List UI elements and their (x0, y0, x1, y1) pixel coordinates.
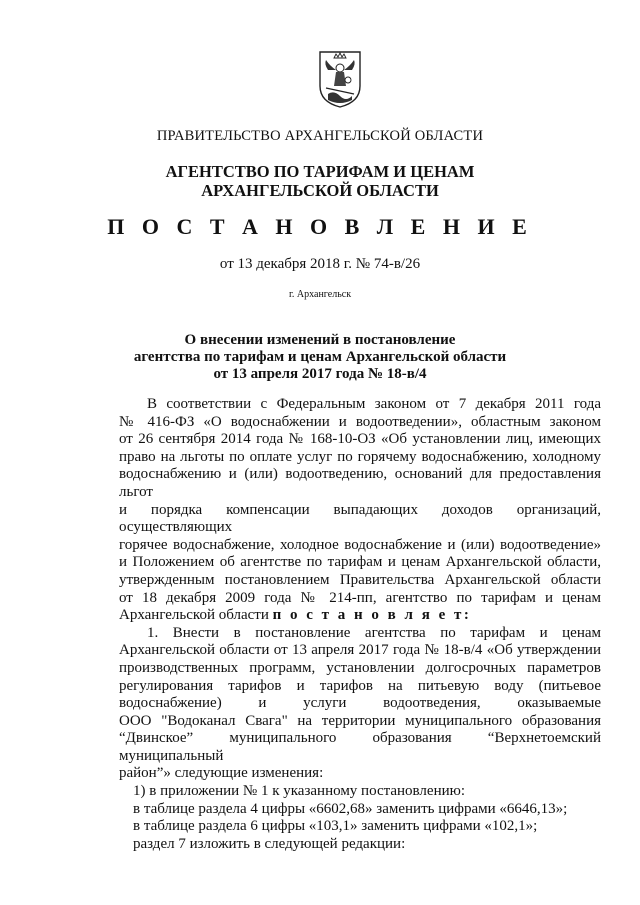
body-line: водоснабжение) и услуги водоотведения, оказываемые (119, 695, 601, 712)
body-text: Архангельской области (119, 607, 269, 624)
body-line: 1. Внести в постановление агентства по тарифам и ценам (147, 624, 601, 641)
body-line: “Двинское” муниципального образования “Верхнетоемский муниципальный (119, 730, 601, 764)
body-line: водоснабжению и (или) водоотведению, оснований для предоставления льгот (119, 466, 601, 500)
list-item: раздел 7 изложить в следующей редакции: (133, 835, 406, 852)
body-line: от 26 сентября 2014 года № 168-10-ОЗ «Об установлении лиц, имеющих (119, 431, 601, 448)
body-line: ООО "Водоканал Свага" на территории муниципального образования (119, 712, 601, 729)
document-subject (0, 332, 640, 383)
body-line: производственных программ, установлении долгосрочных параметров (119, 659, 601, 676)
body-line: и порядка компенсации выпадающих доходов организаций, осуществляющих (119, 501, 601, 536)
subject-line-2: агентства по тарифам и ценам Архангельской области (133, 349, 507, 365)
agency-name-line-2: АРХАНГЕЛЬСКОЙ ОБЛАСТИ (201, 181, 439, 200)
document-date-number: от 13 декабря 2018 г. № 74-в/26 (219, 256, 421, 272)
body-line (119, 607, 601, 625)
body-line: горячее водоснабжение, холодное водоснабжение и (или) водоотведение» (119, 536, 601, 553)
list-item: в таблице раздела 6 цифры «103,1» заменить цифрами «102,1»; (133, 818, 538, 835)
subject-line-1: О внесении изменений в постановление (184, 332, 456, 348)
agency-name-line-1: АГЕНТСТВО ПО ТАРИФАМ И ЦЕНАМ (165, 162, 475, 181)
list-item: в таблице раздела 4 цифры «6602,68» заменить цифрами «6646,13»; (133, 800, 568, 817)
body-line: регулирования тарифов и тарифов на питьевую воду (питьевое (119, 677, 601, 694)
body-line: район”» следующие изменения: (119, 765, 324, 782)
body-line: Архангельской области от 13 апреля 2017 года № 18-в/4 «Об утверждении (119, 642, 601, 659)
subject-line-3: от 13 апреля 2017 года № 18-в/4 (213, 366, 427, 382)
government-name: ПРАВИТЕЛЬСТВО АРХАНГЕЛЬСКОЙ ОБЛАСТИ (156, 128, 484, 144)
body-line: В соответствии с Федеральным законом от 7 декабря 2011 года (147, 396, 601, 412)
agency-name (0, 162, 640, 200)
resolves-verb: п о с т а н о в л я е т: (272, 607, 472, 624)
body-line: № 416-ФЗ «О водоснабжении и водоотведении», областным законом (119, 413, 601, 430)
list-item: 1) в приложении № 1 к указанному постановлению: (133, 783, 465, 800)
body-line: право на льготы по оплате услуг по горячему водоснабжению, холодному (119, 448, 601, 465)
body-line: и Положением об агентстве по тарифам и ценам Архангельской области, (119, 554, 601, 571)
coat-of-arms-icon (318, 50, 362, 108)
body-line: от 18 декабря 2009 года № 214-пп, агентство по тарифам и ценам (119, 589, 601, 606)
document-body (119, 396, 601, 853)
document-type: П О С Т А Н О В Л Е Н И Е (107, 214, 533, 239)
document-city: г. Архангельск (288, 289, 352, 300)
body-line: утвержденным постановлением Правительства Архангельской области (119, 571, 601, 588)
